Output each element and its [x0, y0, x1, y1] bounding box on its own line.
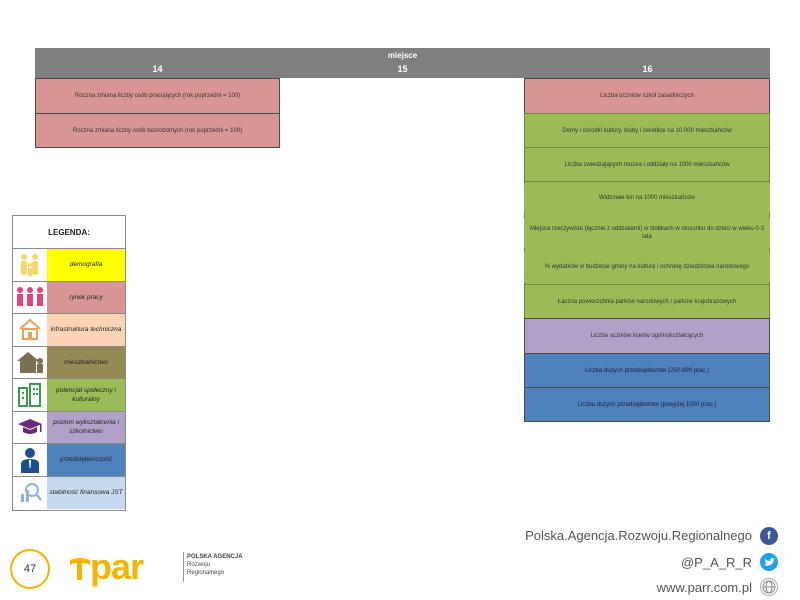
table-cell: Liczba zwiedzających muzea i oddziały na 1000 mieszkańców — [524, 147, 770, 182]
legend-label: potencjał społeczny i kulturalny — [47, 379, 125, 411]
legend-label: demografia — [47, 249, 125, 281]
businessman-icon — [13, 444, 47, 476]
house-infrastructure-icon — [13, 314, 47, 346]
page-number: 47 — [10, 549, 50, 589]
column-header-15: 15 — [397, 64, 408, 74]
table-cell: Domy i ośrodki kultury, kluby i świetlice na 10.000 mieszkańców — [524, 113, 770, 148]
family-icon — [13, 249, 47, 281]
legend-item — [13, 249, 125, 282]
legend-item — [13, 347, 125, 380]
table-cell: Liczba uczniów szkół zasadniczych — [524, 78, 770, 114]
housing-icon — [13, 347, 47, 379]
logo-word: par — [90, 546, 144, 587]
legend — [12, 215, 126, 511]
magnifier-chart-icon — [13, 477, 47, 510]
legend-item — [13, 314, 125, 347]
workers-icon — [13, 282, 47, 314]
legend-label: infrastruktura techniczna — [47, 314, 125, 346]
legend-label: poziom wykształcenia i szkolnictwo — [47, 412, 125, 444]
legend-item — [13, 477, 125, 510]
legend-label: przedsiębiorczość — [47, 444, 125, 476]
column-header-14: 14 — [152, 64, 163, 74]
logo-line2: Rozwoju — [187, 562, 211, 568]
graduation-cap-icon — [13, 412, 47, 444]
legend-label: mieszkalnictwo — [47, 347, 125, 379]
logo-text — [187, 553, 243, 577]
globe-icon[interactable] — [760, 578, 778, 596]
legend-item — [13, 412, 125, 445]
table-cell: Widzowie kin na 1000 mieszkańców — [524, 183, 770, 213]
header-title: miejsce — [387, 51, 418, 60]
website-url[interactable]: www.parr.com.pl — [656, 580, 752, 595]
legend-item — [13, 379, 125, 412]
legend-label: stabilność finansowa JST — [47, 477, 125, 510]
logo-divider — [183, 552, 184, 582]
table-header — [35, 48, 770, 78]
table-cell: Łączna powierzchnia parków narodowych i parków krajobrazowych — [524, 284, 770, 319]
twitter-icon[interactable] — [760, 553, 778, 571]
table-cell: Liczba uczniów liceów ogólnokształcących — [524, 318, 770, 354]
table-cell: Roczna zmiana liczby osób bezrobotnych (rok poprzedni = 100) — [35, 113, 280, 148]
legend-item — [13, 282, 125, 315]
table-cell: Roczna zmiana liczby osób pracujących (rok poprzedni = 100) — [35, 78, 280, 114]
legend-title: LEGENDA: — [13, 216, 125, 249]
column-header-16: 16 — [642, 64, 653, 74]
facebook-icon[interactable]: f — [760, 527, 778, 545]
table-cell: % wydatków w budżecie gminy na kulturę i ochronę dziedzictwa narodowego — [524, 252, 770, 282]
logo-line1: POLSKA AGENCJA — [187, 554, 243, 560]
table-cell: Liczba dużych przedsiębiorstw (powyżej 1000 prac.) — [524, 387, 770, 422]
parr-logo-icon — [68, 556, 92, 582]
twitter-handle: @P_A_R_R — [680, 555, 752, 570]
legend-item — [13, 444, 125, 477]
logo-line3: Regionalnego — [187, 570, 225, 576]
table-cell: Liczba dużych przedsiębiorstw (250-999 prac.) — [524, 353, 770, 388]
buildings-icon — [13, 379, 47, 411]
legend-label: rynek pracy — [47, 282, 125, 314]
table-cell: Miejsca rzeczywiste (łącznie z oddziałami) w żłobkach w stosunku do dzieci w wieku 0-3 lata — [524, 218, 770, 248]
agency-name: Polska.Agencja.Rozwoju.Regionalnego — [525, 528, 752, 543]
